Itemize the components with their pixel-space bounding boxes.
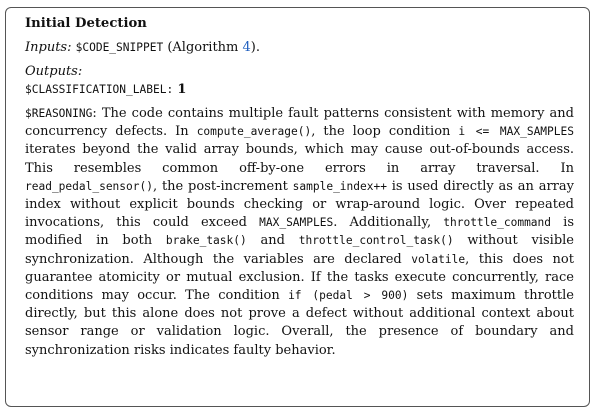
reasoning-text: sets maximum throttle directly, but this alone does not prove a defect without additional context about sensor range or validation logic. Overall, the presence of boundary and synchronization risks indicates faulty behavior.	[25, 288, 574, 358]
reasoning-text: iterates beyond the valid array bounds, which may cause out-of-bounds access. This resembles common off-by-one errors in array traversal. In	[25, 142, 574, 176]
inputs-line	[25, 39, 574, 57]
reasoning-text: . Additionally,	[333, 215, 444, 231]
outputs-label: Outputs:	[25, 64, 83, 79]
reasoning-var: $REASONING	[25, 107, 93, 120]
algorithm-ref-link[interactable]: 4	[242, 40, 251, 55]
reasoning-text: , this does not guarantee atomicity or mutual exclusion. If the tasks execute concurrently, race conditions may occur. The condition	[25, 251, 574, 304]
inputs-mid: (Algorithm	[163, 40, 243, 55]
reasoning-paragraph	[25, 105, 574, 360]
reasoning-text: , the post-increment	[152, 178, 293, 194]
classification-var: $CLASSIFICATION_LABEL:	[25, 83, 174, 96]
classification-value: 1	[177, 82, 187, 97]
box-title: Initial Detection	[25, 16, 147, 31]
reasoning-text: and	[246, 233, 299, 249]
inputs-end: ).	[250, 40, 261, 55]
initial-detection-box	[5, 7, 590, 407]
inline-code: i <= MAX_SAMPLES	[458, 125, 574, 139]
inline-code: read_pedal_sensor()	[25, 179, 153, 193]
reasoning-text: is used directly as an array index without explicit bounds checking or wrap-around logic. Over repeated invocations, this could exceed	[25, 178, 574, 231]
code-snippet-var: $CODE_SNIPPET	[75, 41, 164, 54]
inline-code: if (pedal > 900)	[288, 289, 409, 303]
reasoning-text: is modified in both	[25, 215, 575, 249]
inline-code: sample_index++	[292, 179, 387, 193]
inline-code: volatile	[411, 252, 466, 266]
inline-code: brake_task()	[165, 234, 247, 248]
inputs-label: Inputs:	[25, 40, 72, 55]
reasoning-text: without visible synchronization. Although the variables are declared	[25, 233, 574, 267]
inline-code: MAX_SAMPLES	[259, 216, 334, 230]
inline-code: throttle_command	[443, 216, 552, 230]
reasoning-text: , the loop condition	[311, 124, 459, 140]
inline-code: throttle_control_task()	[298, 234, 454, 248]
reasoning-text: : The code contains multiple fault patterns consistent with memory and concurrency defects. In	[25, 106, 574, 140]
inline-code: compute_average()	[196, 125, 312, 139]
classification-line	[25, 81, 574, 99]
